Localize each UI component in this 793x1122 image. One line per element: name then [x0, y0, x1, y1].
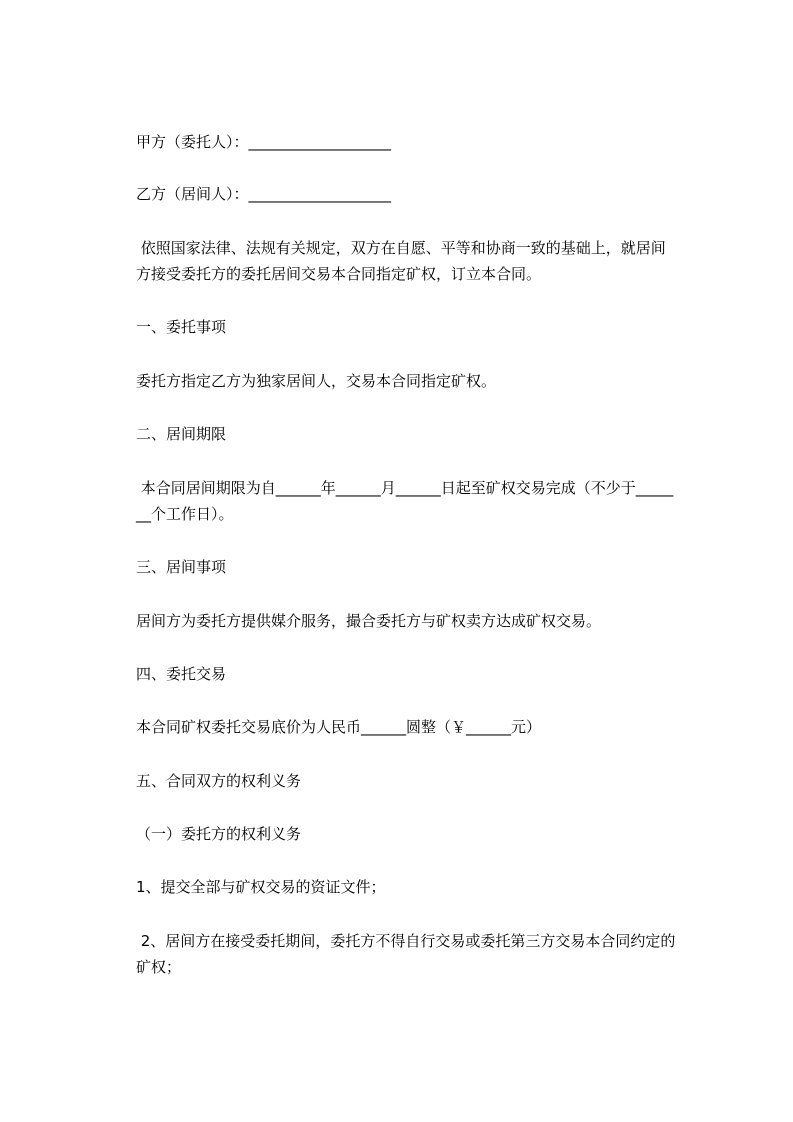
section-2-line-2: __个工作日）。: [136, 505, 234, 523]
section-5-item-2-line-1: 2、居间方在接受委托期间，委托方不得自行交易或委托第三方交易本合同约定的: [136, 932, 676, 950]
section-1-heading: 一、委托事项: [136, 318, 227, 336]
section-5-item-1: 1、提交全部与矿权交易的资证文件；: [136, 878, 386, 896]
section-4-heading: 四、委托交易: [136, 665, 227, 683]
party-a-line: 甲方（委托人）：___________________: [136, 133, 392, 151]
section-4-body: 本合同矿权委托交易底价为人民币______圆整（￥______元）: [136, 718, 542, 736]
section-5-heading: 五、合同双方的权利义务: [136, 772, 302, 790]
preamble-line-1: 依照国家法律、法规有关规定，双方在自愿、平等和协商一致的基础上，就居间: [136, 239, 666, 257]
section-5-subheading: （一）委托方的权利义务: [136, 825, 302, 843]
section-3-heading: 三、居间事项: [136, 558, 227, 576]
section-3-body: 居间方为委托方提供媒介服务，撮合委托方与矿权卖方达成矿权交易。: [136, 612, 602, 630]
section-1-body: 委托方指定乙方为独家居间人，交易本合同指定矿权。: [136, 372, 497, 390]
preamble-line-2: 方接受委托方的委托居间交易本合同指定矿权，订立本合同。: [136, 265, 542, 283]
section-5-item-2-line-2: 矿权；: [136, 958, 182, 976]
section-2-heading: 二、居间期限: [136, 425, 227, 443]
section-2-line-1: 本合同居间期限为自______年______月______日起至矿权交易完成（不少于_____: [136, 479, 674, 497]
party-b-line: 乙方（居间人）：___________________: [136, 185, 392, 203]
